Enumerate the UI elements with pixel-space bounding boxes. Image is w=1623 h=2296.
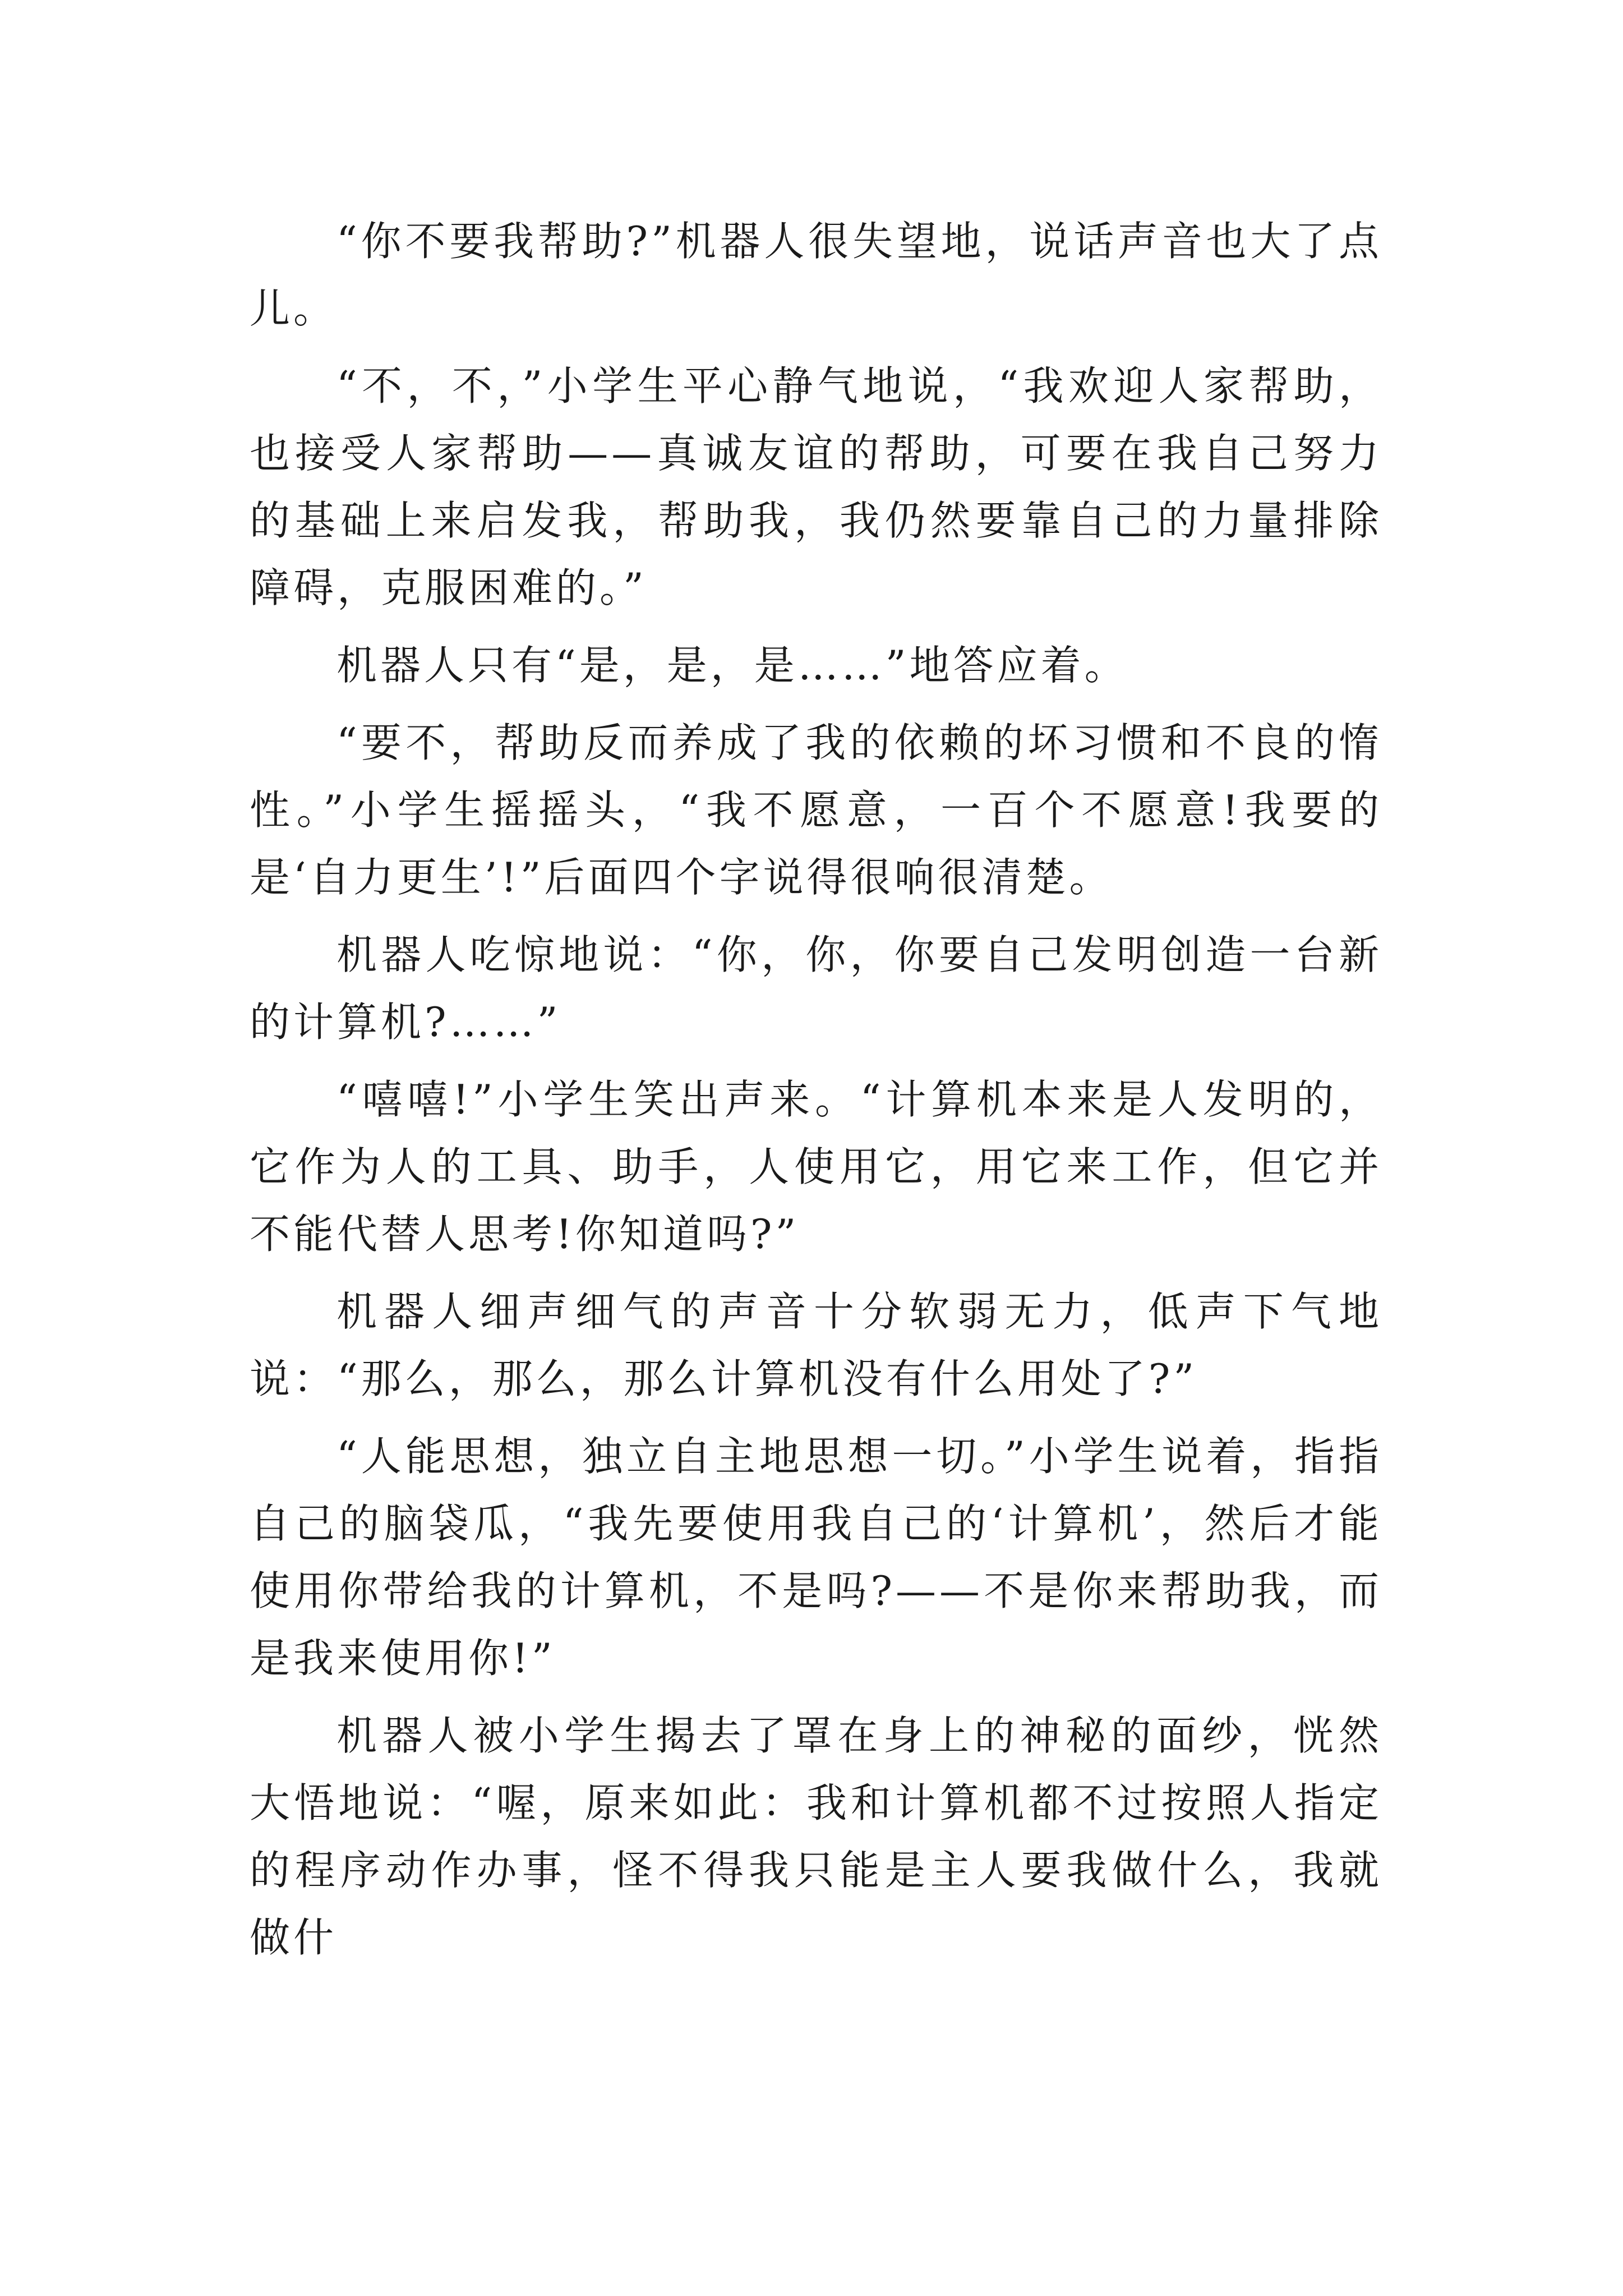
paragraph-4: “要不，帮助反而养成了我的依赖的坏习惯和不良的惰性。”小学生摇摇头，“我不愿意，一百个不愿意!我要的是‘自力更生’!”后面四个字说得很响很清楚。	[250, 719, 1382, 901]
paragraph-3: 机器人只有“是，是，是……”地答应着。	[336, 642, 1128, 689]
paragraph-9: 机器人被小学生揭去了罩在身上的神秘的面纱，恍然大悟地说：“喔，原来如此：我和计算机都不过按照人指定的程序动作办事，怪不得我只能是主人要我做什么，我就做什	[250, 1712, 1382, 1961]
paragraph-6: “嘻嘻!”小学生笑出声来。“计算机本来是人发明的，它作为人的工具、助手，人使用它，用它来工作，但它并不能代替人思考!你知道吗?”	[250, 1076, 1382, 1258]
paragraph-5: 机器人吃惊地说：“你，你，你要自己发明创造一台新的计算机?……”	[250, 931, 1382, 1046]
paragraph-7: 机器人细声细气的声音十分软弱无力，低声下气地说：“那么，那么，那么计算机没有什么用处了?”	[250, 1288, 1382, 1402]
story-text	[250, 208, 1382, 1981]
paragraph-1: “你不要我帮助?”机器人很失望地，说话声音也大了点儿。	[250, 218, 1382, 332]
paragraph-8: “人能思想，独立自主地思想一切。”小学生说着，指指自己的脑袋瓜，“我先要使用我自己的‘计算机’，然后才能使用你带给我的计算机，不是吗?——不是你来帮助我，而是我来使用你!”	[250, 1433, 1382, 1682]
paragraph-2: “不，不，”小学生平心静气地说，“我欢迎人家帮助，也接受人家帮助——真诚友谊的帮助，可要在我自己努力的基础上来启发我，帮助我，我仍然要靠自己的力量排除障碍，克服困难的。”	[250, 362, 1382, 611]
